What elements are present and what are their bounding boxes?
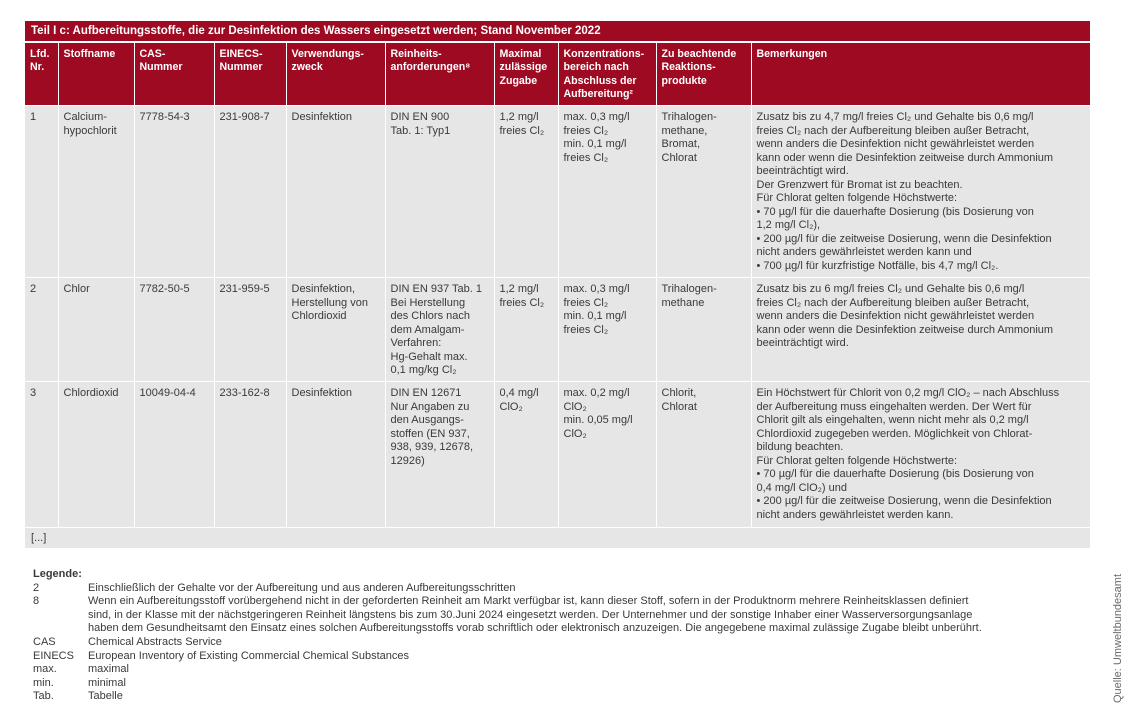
legend-entry [33,595,1078,636]
legend-key: max. [33,663,57,676]
remark-bullet: • 200 µg/l für die zeitweise Dosierung, wenn die Desinfektion nicht anders gewährleistet werden kann und [756,232,1052,258]
cell-stoffname: Chlor [58,278,134,382]
cell-reinheit: DIN EN 937 Tab. 1 Bei Herstellung des Chlors nach dem Amalgam- Verfahren: Hg-Gehalt max. 0,1 mg/kg Cl₂ [385,278,494,382]
legend-entry [33,582,1078,596]
cell-konzentration: max. 0,3 mg/l freies Cl₂ min. 0,1 mg/l freies Cl₂ [558,106,656,278]
legend [33,568,1078,704]
legend-key: EINECS [33,649,74,662]
remark-bullet: • 700 µg/l für kurzfristige Notfälle, bis 4,7 mg/l Cl₂. [756,259,999,272]
cell-reaktionsprodukte: Chlorit, Chlorat [656,382,751,527]
cell-cas: 7778-54-3 [134,106,214,278]
remark-bullet: • 200 µg/l für die zeitweise Dosierung, wenn die Desinfektion nicht anders gewährleistet werden kann. [756,495,1052,521]
legend-text: Wenn ein Aufbereitungsstoff vorübergehend nicht in der geforderten Reinheit am Markt verfügbar ist, kann dieser Stoff, sofern in der Produktnorm mehrere Reinheitsklassen definiert sind, in der Klasse mit der nächstgeringeren Reinheit längstens bis zum 30.Juni 2024 eingesetzt werden. Der Unternehmer und der sonstige Inhaber einer Wasserversorgungsanlage haben dem Gesundheitsamt den Einsatz eines solchen Aufbereitungsstoffs vorab schriftlich oder elektronisch anzuzeigen. Die angegebene maximal zulässige Zugabe bleibt unberührt. [88,595,982,635]
cell-konzentration: max. 0,2 mg/l ClO₂ min. 0,05 mg/l ClO₂ [558,382,656,527]
table-row [25,106,1090,278]
cell-zugabe: 0,4 mg/l ClO₂ [494,382,558,527]
legend-text: maximal [88,663,129,676]
legend-entry [33,677,1078,691]
remark-paragraph: Ein Höchstwert für Chlorit von 0,2 mg/l ClO₂ – nach Abschluss der Aufbereitung muss eingehalten werden. Der Wert für Chlorit gilt als eingehalten, wenn nicht mehr als 0,2 mg/l Chlordioxid zugegeben werden. Möglichkeit von Chlorat- bildung beachten. [756,387,1060,453]
col-header-nr: Lfd. Nr. [25,43,58,106]
cell-bemerkungen [751,106,1090,278]
legend-key: Tab. [33,690,54,703]
legend-key: 8 [33,595,40,608]
cell-zugabe: 1,2 mg/l freies Cl₂ [494,106,558,278]
table-title: Teil I c: Aufbereitungsstoffe, die zur Desinfektion des Wassers eingesetzt werden; Stand November 2022 [25,21,1090,43]
col-header-cas: CAS- Nummer [134,43,214,106]
cell-reinheit: DIN EN 12671 Nur Angaben zu den Ausgangs- stoffen (EN 937, 938, 939, 12678, 12926) [385,382,494,527]
col-header-einecs: EINECS- Nummer [214,43,286,106]
remark-paragraph: Zusatz bis zu 4,7 mg/l freies Cl₂ und Gehalte bis 0,6 mg/l freies Cl₂ nach der Aufbereitung bleiben außer Betracht, wenn anders die Desinfektion nicht gewährleistet werden kann oder wenn die Desinfektion zeitweise durch Ammonium beeinträchtigt wird. [756,111,1054,177]
col-header-bemerkungen: Bemerkungen [751,43,1090,106]
disinfection-substances-table [25,43,1090,527]
legend-key: CAS [33,635,56,648]
cell-zweck: Desinfektion [286,382,385,527]
col-header-zugabe: Maximal zulässige Zugabe [494,43,558,106]
cell-konzentration: max. 0,3 mg/l freies Cl₂ min. 0,1 mg/l freies Cl₂ [558,278,656,382]
legend-entry [33,650,1078,664]
cell-cas: 10049-04-4 [134,382,214,527]
cell-bemerkungen [751,278,1090,382]
cell-stoffname: Chlordioxid [58,382,134,527]
cell-nr: 2 [25,278,58,382]
legend-key: min. [33,676,54,689]
cell-stoffname: Calcium- hypochlorit [58,106,134,278]
table-continuation-marker: [...] [25,527,1090,548]
legend-key: 2 [33,581,40,594]
source-credit: Quelle: Umweltbundesamt [1112,573,1124,703]
remark-paragraph: Zusatz bis zu 6 mg/l freies Cl₂ und Gehalte bis 0,6 mg/l freies Cl₂ nach der Aufbereitung bleiben außer Betracht, wenn anders die Desinfektion nicht gewährleistet werden kann oder wenn die Desinfektion zeitweise durch Ammonium beeinträchtigt wird. [756,283,1054,349]
legend-text: minimal [88,676,126,689]
remark-paragraph: Der Grenzwert für Bromat ist zu beachten. [756,178,963,191]
legend-entry [33,636,1078,650]
cell-reinheit: DIN EN 900 Tab. 1: Typ1 [385,106,494,278]
cell-nr: 1 [25,106,58,278]
col-header-konzentration: Konzentrations- bereich nach Abschluss der Aufbereitung² [558,43,656,106]
legend-text: Tabelle [88,690,123,703]
remark-paragraph: Für Chlorat gelten folgende Höchstwerte: [756,454,958,467]
cell-reaktionsprodukte: Trihalogen- methane, Bromat, Chlorat [656,106,751,278]
col-header-zweck: Verwendungs- zweck [286,43,385,106]
col-header-reinheit: Reinheits- anforderungen⁸ [385,43,494,106]
cell-zugabe: 1,2 mg/l freies Cl₂ [494,278,558,382]
cell-bemerkungen [751,382,1090,527]
cell-zweck: Desinfektion [286,106,385,278]
cell-cas: 7782-50-5 [134,278,214,382]
cell-zweck: Desinfektion, Herstellung von Chlordioxid [286,278,385,382]
cell-nr: 3 [25,382,58,527]
cell-einecs: 231-959-5 [214,278,286,382]
cell-einecs: 231-908-7 [214,106,286,278]
document-table-block [25,21,1090,548]
legend-text: European Inventory of Existing Commercial Chemical Substances [88,649,409,662]
legend-entry [33,663,1078,677]
legend-entry [33,690,1078,704]
col-header-stoffname: Stoffname [58,43,134,106]
remark-bullet: • 70 µg/l für die dauerhafte Dosierung (bis Dosierung von 0,4 mg/l ClO₂) und [756,468,1034,494]
legend-text: Einschließlich der Gehalte vor der Aufbereitung und aus anderen Aufbereitungsschritten [88,581,516,594]
remark-paragraph: Für Chlorat gelten folgende Höchstwerte: [756,192,958,204]
col-header-reaktionsprodukte: Zu beachtende Reaktions- produkte [656,43,751,106]
table-header-row [25,43,1090,106]
table-row [25,278,1090,382]
legend-title: Legende: [33,568,82,580]
remark-bullet: • 70 µg/l für die dauerhafte Dosierung (bis Dosierung von 1,2 mg/l Cl₂), [756,205,1034,231]
table-row [25,382,1090,527]
cell-einecs: 233-162-8 [214,382,286,527]
cell-reaktionsprodukte: Trihalogen- methane [656,278,751,382]
legend-text: Chemical Abstracts Service [88,635,222,648]
